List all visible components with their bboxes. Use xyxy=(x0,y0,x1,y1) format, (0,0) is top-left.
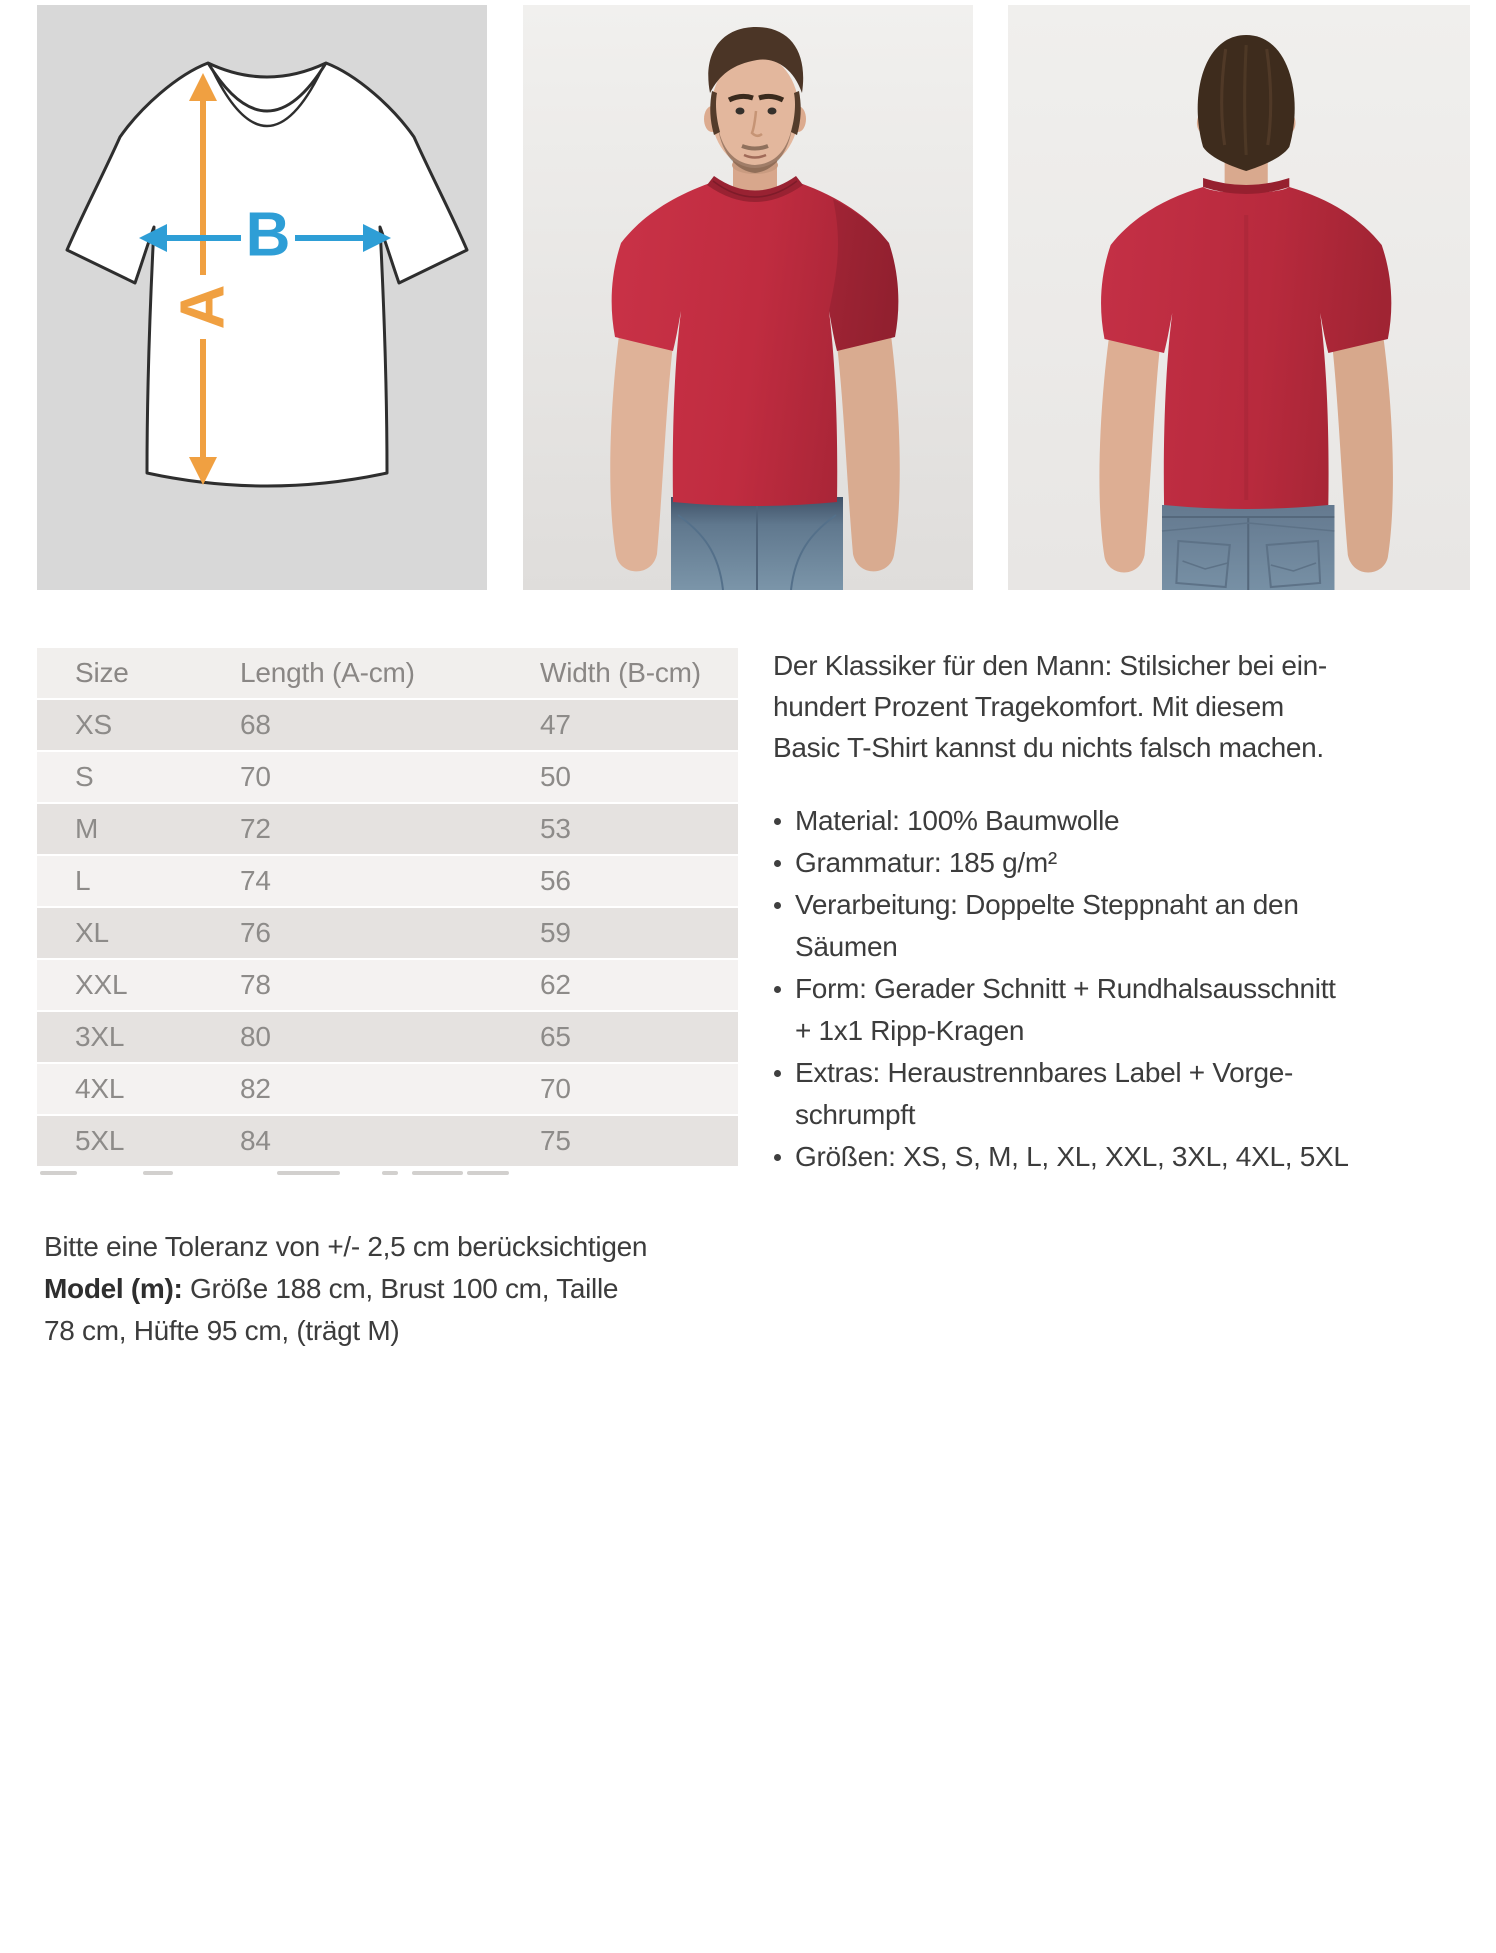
spec-line: + 1x1 Ripp-Kragen xyxy=(795,1015,1025,1046)
size-table-row xyxy=(37,908,738,960)
width-label: B xyxy=(245,200,291,270)
width-cell: 59 xyxy=(540,917,571,948)
spec-line: Material: 100% Baumwolle xyxy=(795,805,1120,836)
spec-list xyxy=(773,800,1473,1178)
size-table-row xyxy=(37,960,738,1012)
size-table xyxy=(37,648,738,1168)
size-table-row xyxy=(37,856,738,908)
size-table-row xyxy=(37,1116,738,1168)
length-cell: 70 xyxy=(240,761,271,792)
spec-item-groessen xyxy=(773,1136,1473,1178)
tolerance-note: Bitte eine Toleranz von +/- 2,5 cm berücksichtigen xyxy=(44,1231,648,1262)
jeans-back xyxy=(1162,505,1334,590)
size-table-header-cell: Size xyxy=(75,657,129,688)
model-note-label: Model (m): xyxy=(44,1273,183,1304)
spec-line: Säumen xyxy=(795,931,898,962)
size-cell: XS xyxy=(75,709,112,740)
size-cell: 4XL xyxy=(75,1073,125,1104)
description-line: Basic T-Shirt kannst du nichts falsch machen. xyxy=(773,732,1324,763)
measurement-notes xyxy=(44,1226,647,1352)
width-cell: 62 xyxy=(540,969,571,1000)
spec-item-extras xyxy=(773,1052,1473,1136)
spec-item-material xyxy=(773,800,1473,842)
bullet-dot xyxy=(774,860,781,867)
size-table-header-cell: Width (B-cm) xyxy=(540,657,701,688)
width-cell: 50 xyxy=(540,761,571,792)
size-table-header-row xyxy=(37,648,738,700)
size-table-header-cell: Length (A-cm) xyxy=(240,657,415,688)
width-cell: 75 xyxy=(540,1125,571,1156)
model-front-illustration xyxy=(523,5,973,590)
length-cell: 80 xyxy=(240,1021,271,1052)
width-cell: 47 xyxy=(540,709,571,740)
length-label: A xyxy=(168,284,238,330)
model-note-text: Größe 188 cm, Brust 100 cm, Taille xyxy=(190,1273,619,1304)
length-cell: 84 xyxy=(240,1125,271,1156)
spec-line: Größen: XS, S, M, L, XL, XXL, 3XL, 4XL, 5XL xyxy=(795,1141,1349,1172)
cropped-row-artifact xyxy=(37,1171,738,1176)
size-table-row xyxy=(37,1064,738,1116)
jeans-front xyxy=(671,497,843,590)
model-note xyxy=(44,1268,647,1310)
spec-item-verarbeitung xyxy=(773,884,1473,968)
head-back xyxy=(1197,35,1296,171)
size-table-row xyxy=(37,804,738,856)
spec-item-form xyxy=(773,968,1473,1052)
size-diagram xyxy=(37,5,487,590)
size-table-row xyxy=(37,752,738,804)
bullet-dot xyxy=(774,1154,781,1161)
size-cell: M xyxy=(75,813,99,844)
length-cell: 72 xyxy=(240,813,271,844)
size-cell: 3XL xyxy=(75,1021,125,1052)
length-cell: 76 xyxy=(240,917,271,948)
model-note-line2: 78 cm, Hüfte 95 cm, (trägt M) xyxy=(44,1315,400,1346)
model-front-photo xyxy=(523,5,973,590)
size-table-row xyxy=(37,700,738,752)
length-cell: 68 xyxy=(240,709,271,740)
length-cell: 78 xyxy=(240,969,271,1000)
bullet-dot xyxy=(774,818,781,825)
size-cell: XXL xyxy=(75,969,128,1000)
description-line: hundert Prozent Tragekomfort. Mit diesem xyxy=(773,691,1284,722)
model-back-illustration xyxy=(1008,5,1470,590)
size-cell: 5XL xyxy=(75,1125,125,1156)
size-cell: S xyxy=(75,761,94,792)
size-cell: L xyxy=(75,865,91,896)
spec-line: Grammatur: 185 g/m² xyxy=(795,847,1057,878)
model-back-photo xyxy=(1008,5,1470,590)
spec-line: Form: Gerader Schnitt + Rundhalsausschnitt xyxy=(795,973,1336,1004)
spec-line: Extras: Heraustrennbares Label + Vorge- xyxy=(795,1057,1294,1088)
spec-item-grammatur xyxy=(773,842,1473,884)
width-cell: 53 xyxy=(540,813,571,844)
spec-line: Verarbeitung: Doppelte Steppnaht an den xyxy=(795,889,1299,920)
size-diagram-image xyxy=(37,5,487,590)
bullet-dot xyxy=(774,1070,781,1077)
product-description xyxy=(773,645,1473,1178)
width-cell: 65 xyxy=(540,1021,571,1052)
bullet-dot xyxy=(774,902,781,909)
length-cell: 74 xyxy=(240,865,271,896)
size-cell: XL xyxy=(75,917,109,948)
description-line: Der Klassiker für den Mann: Stilsicher bei ein- xyxy=(773,650,1327,681)
width-cell: 56 xyxy=(540,865,571,896)
bullet-dot xyxy=(774,986,781,993)
length-cell: 82 xyxy=(240,1073,271,1104)
eyes xyxy=(736,108,745,115)
size-table-row xyxy=(37,1012,738,1064)
width-cell: 70 xyxy=(540,1073,571,1104)
spec-line: schrumpft xyxy=(795,1099,916,1130)
